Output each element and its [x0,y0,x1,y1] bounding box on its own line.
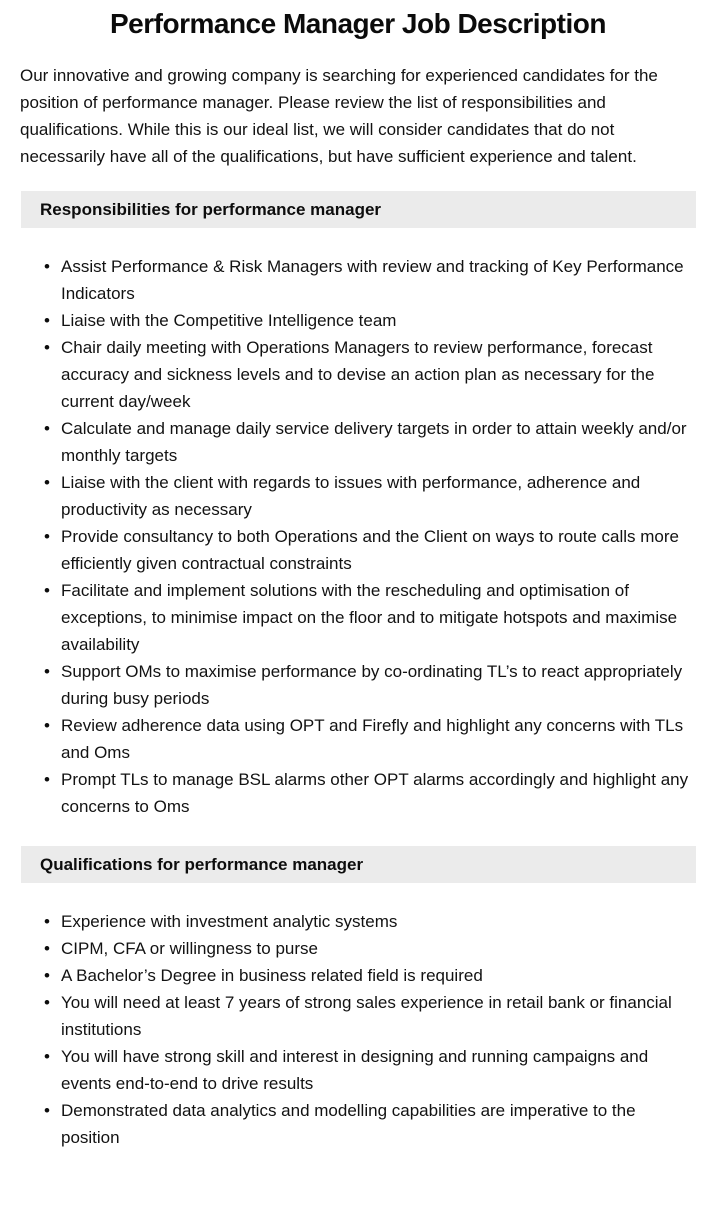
list-item: • You will have strong skill and interest in designing and running campaigns and events end-to-end to drive results [44,1043,696,1097]
responsibilities-list [20,253,696,820]
list-item: • Provide consultancy to both Operations and the Client on ways to route calls more efficiently given contractual constraints [44,523,696,577]
qualifications-list [20,908,696,1151]
section-heading-text: Responsibilities for performance manager [40,199,382,219]
intro-paragraph: Our innovative and growing company is searching for experienced candidates for the position of performance manager. Please review the list of responsibilities and qualifications. While this is our ideal list, we will consider candidates that do not necessarily have all of the qualifications, but have sufficient experience and talent. [20,66,658,166]
list-item: • Liaise with the client with regards to issues with performance, adherence and productivity as necessary [44,469,696,523]
list-item: • Support OMs to maximise performance by co-ordinating TL’s to react appropriately during busy periods [44,658,696,712]
section-header-qualifications [21,846,696,883]
list-item: • A Bachelor’s Degree in business related field is required [44,962,696,989]
list-item: • Demonstrated data analytics and modelling capabilities are imperative to the position [44,1097,696,1151]
list-item: • CIPM, CFA or willingness to purse [44,935,696,962]
page-title: Performance Manager Job Description [110,8,606,39]
section-heading-text: Qualifications for performance manager [40,854,364,874]
list-item: • Liaise with the Competitive Intelligence team [44,307,696,334]
list-item: • Chair daily meeting with Operations Managers to review performance, forecast accuracy and sickness levels and to devise an action plan as necessary for the current day/week [44,334,696,415]
list-item: • You will need at least 7 years of strong sales experience in retail bank or financial institutions [44,989,696,1043]
list-item: • Calculate and manage daily service delivery targets in order to attain weekly and/or monthly targets [44,415,696,469]
section-header-responsibilities [21,191,696,228]
list-item: • Facilitate and implement solutions with the rescheduling and optimisation of exceptions, to minimise impact on the floor and to mitigate hotspots and maximise availability [44,577,696,658]
list-item: • Assist Performance & Risk Managers with review and tracking of Key Performance Indicators [44,253,696,307]
list-item: • Review adherence data using OPT and Firefly and highlight any concerns with TLs and Oms [44,712,696,766]
list-item: • Experience with investment analytic systems [44,908,696,935]
list-item: • Prompt TLs to manage BSL alarms other OPT alarms accordingly and highlight any concerns to Oms [44,766,696,820]
